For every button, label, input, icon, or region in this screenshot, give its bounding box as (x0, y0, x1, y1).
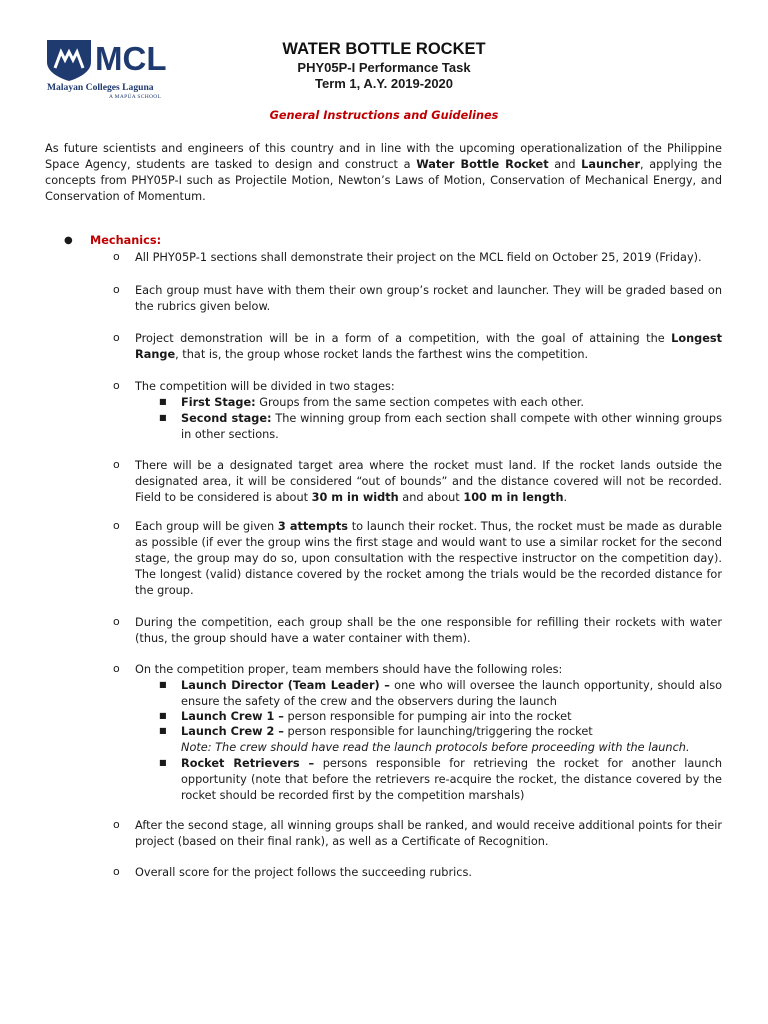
document-header (0, 40, 768, 91)
item-text: person responsible for launching/triggering the rocket (283, 725, 593, 738)
launch-note: Note: The crew should have read the launch protocols before proceeding with the launch. (181, 741, 690, 754)
document-term: Term 1, A.Y. 2019-2020 (314, 76, 454, 91)
sub-list-item (181, 709, 722, 725)
item-bold: Longest Range (135, 332, 722, 361)
document-subtitle: PHY05P-I Performance Task (297, 60, 471, 75)
item-bold: Second stage: (181, 412, 272, 425)
item-text: person responsible for pumping air into the rocket (283, 710, 572, 723)
circle-bullet-icon: o (113, 250, 120, 263)
logo-tagline: A MAPÚA SCHOOL (109, 94, 162, 100)
intro-bold-rocket: Water Bottle Rocket (416, 158, 549, 171)
sub-list-item (181, 756, 722, 804)
circle-bullet-icon: o (113, 662, 120, 675)
square-bullet-icon: ■ (159, 680, 167, 689)
list-item (135, 458, 722, 506)
list-item: After the second stage, all winning groups shall be ranked, and would receive additional points for their project (based on their final rank), as well as a Certificate of Recognition. (135, 819, 722, 848)
item-bold: Rocket Retrievers – (181, 757, 315, 770)
list-item: Overall score for the project follows the succeeding rubrics. (135, 866, 472, 879)
document-title: WATER BOTTLE ROCKET (282, 40, 486, 58)
circle-bullet-icon: o (113, 379, 120, 392)
item-bold: First Stage: (181, 396, 256, 409)
list-item (135, 519, 722, 599)
logo-school-name: Malayan Colleges Laguna (47, 82, 154, 93)
list-item: Each group must have with them their own group’s rocket and launcher. They will be graded based on the rubrics given below. (135, 284, 722, 313)
square-bullet-icon: ■ (159, 397, 167, 406)
item-bold: 30 m in width (311, 491, 399, 504)
item-text: to launch their rocket. Thus, the rocket must be made as durable as possible (if ever the group wins the first stage and would want to use a similar rocket for the second stage, the group may do so, upon consultation with the respective instructor on the competition day). The longest (valid) distance covered by the rocket among the trials would be the recorded distance for the group. (135, 520, 722, 597)
intro-bold-launcher: Launcher (581, 158, 641, 171)
item-text: , that is, the group whose rocket lands the farthest wins the competition. (175, 348, 589, 361)
circle-bullet-icon: o (113, 458, 120, 471)
item-text: one who will oversee the launch opportunity, should also ensure the safety of the crew and the observers during the launch (181, 679, 723, 708)
sub-list-item (181, 678, 722, 710)
intro-text: and (548, 158, 582, 171)
sub-list-item (181, 411, 722, 443)
square-bullet-icon: ■ (159, 413, 167, 422)
circle-bullet-icon: o (113, 615, 120, 628)
item-text: The winning group from each section shall compete with other winning groups in other sections. (181, 412, 722, 441)
circle-bullet-icon: o (113, 331, 120, 344)
item-text: persons responsible for retrieving the rocket for another launch opportunity (note that before the retrievers re-acquire the rocket, the distance covered by the rocket should be recorded first by the competition marshals) (181, 757, 722, 802)
sub-list-item (181, 724, 722, 740)
square-bullet-icon: ■ (159, 726, 167, 735)
item-text: There will be a designated target area where the rocket must land. If the rocket lands outside the designated area, it will be considered “out of bounds” and the distance covered will not be recorded. Field to be considered is about (135, 459, 722, 504)
list-item: All PHY05P-1 sections shall demonstrate their project on the MCL field on October 25, 2019 (Friday). (135, 251, 702, 264)
item-text: Groups from the same section competes with each other. (255, 396, 584, 409)
list-item (135, 331, 722, 363)
list-item: During the competition, each group shall be the one responsible for refilling their rockets with water (thus, the group should have a water container with them). (135, 616, 722, 645)
circle-bullet-icon: o (113, 865, 120, 878)
item-text: and about (398, 491, 464, 504)
intro-paragraph (45, 141, 722, 205)
item-bold: Launch Crew 1 – (181, 710, 284, 723)
item-text: . (563, 491, 568, 504)
intro-text: , applying the concepts from PHY05P-I such as Projectile Motion, Newton’s Laws of Motion, Conservation of Mechanical Energy, and Conservation of Momentum. (45, 158, 722, 203)
intro-text: As future scientists and engineers of this country and in line with the upcoming operationalization of the Philippine Space Agency, students are tasked to design and construct a (45, 142, 722, 171)
sub-list-item (181, 395, 722, 411)
list-item: The competition will be divided in two stages: (135, 380, 395, 393)
section-heading: General Instructions and Guidelines (269, 109, 499, 122)
logo-brand: MCL (95, 40, 167, 77)
item-bold: Launch Director (Team Leader) – (181, 679, 390, 692)
circle-bullet-icon: o (113, 519, 120, 532)
mechanics-heading: Mechanics: (90, 234, 162, 247)
item-bold: 3 attempts (277, 520, 348, 533)
item-text: Project demonstration will be in a form of a competition, with the goal of attaining the (135, 332, 672, 345)
square-bullet-icon: ■ (159, 711, 167, 720)
bullet-dot-icon: ● (64, 235, 73, 246)
square-bullet-icon: ■ (159, 758, 167, 767)
item-text: Each group will be given (135, 520, 278, 533)
circle-bullet-icon: o (113, 818, 120, 831)
circle-bullet-icon: o (113, 283, 120, 296)
item-bold: 100 m in length (463, 491, 564, 504)
list-item: On the competition proper, team members should have the following roles: (135, 663, 563, 676)
item-bold: Launch Crew 2 – (181, 725, 284, 738)
